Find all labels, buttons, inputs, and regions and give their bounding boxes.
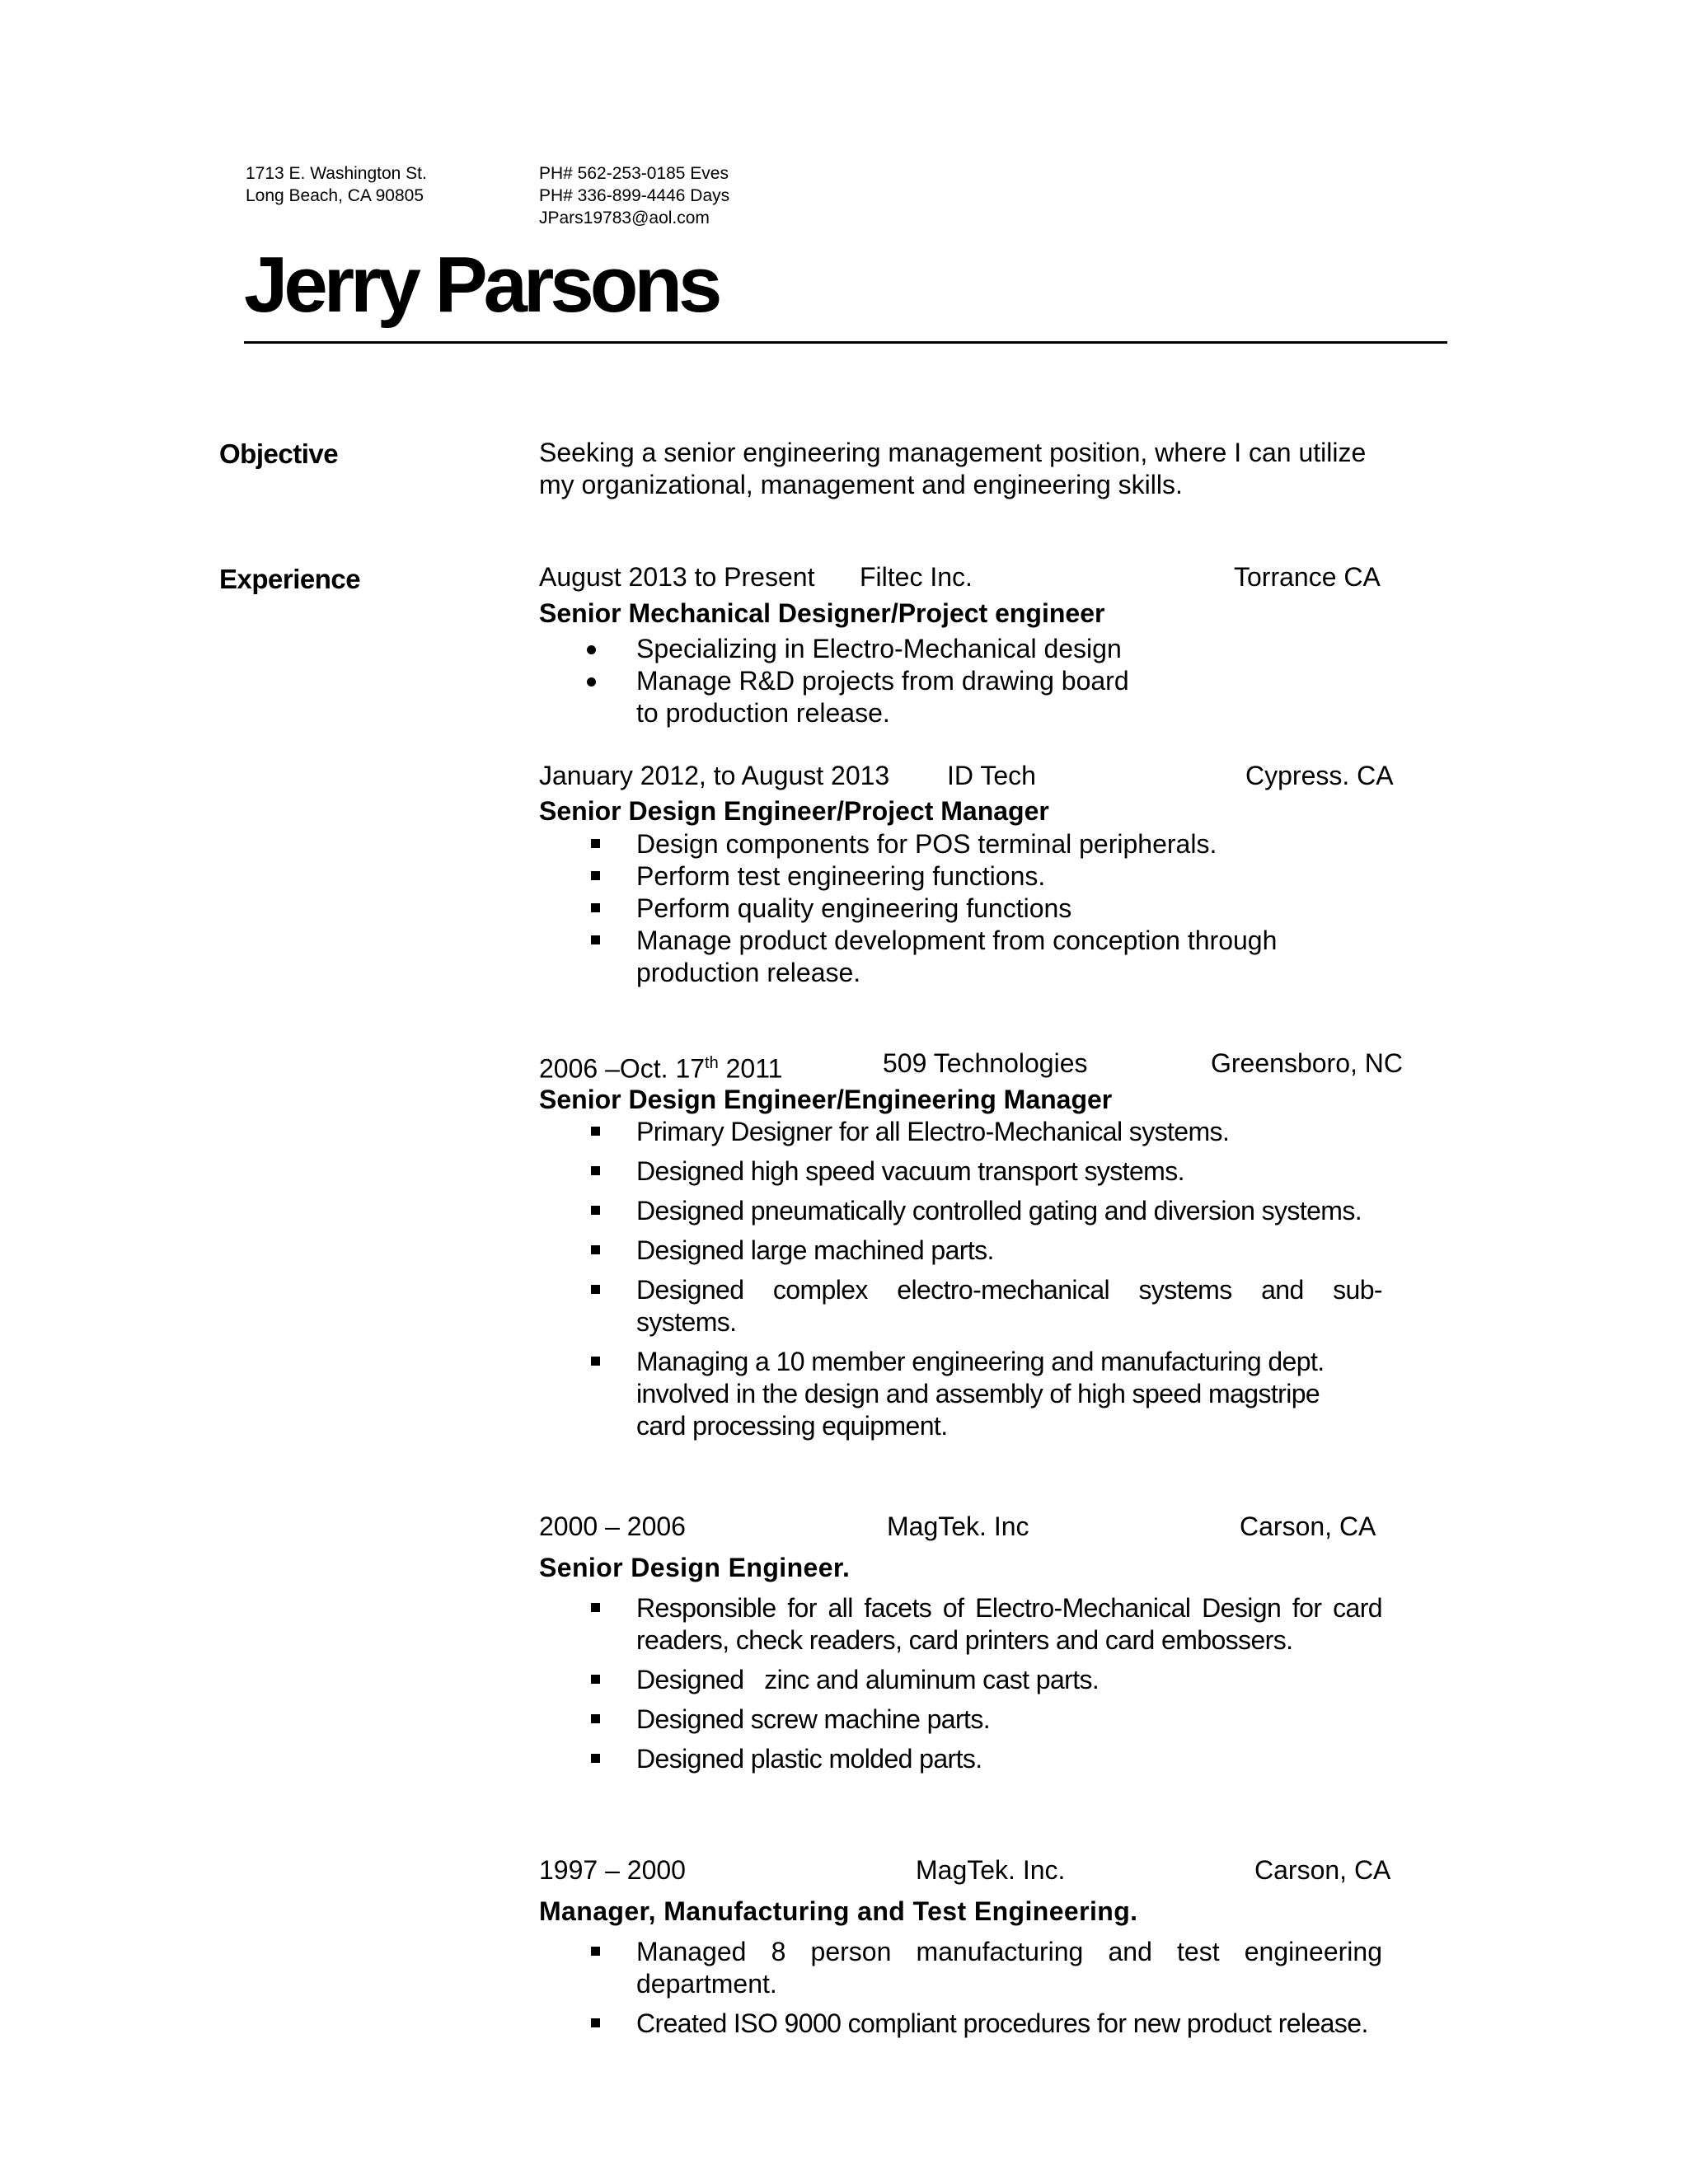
bullet-icon bbox=[591, 1245, 600, 1254]
job-3-title: Senior Design Engineer/Engineering Manager bbox=[539, 1085, 1113, 1114]
job-2-title: Senior Design Engineer/Project Manager bbox=[539, 796, 1049, 826]
objective-line2: my organizational, management and engineering skills. bbox=[539, 470, 1183, 499]
job-1-location: Torrance CA bbox=[1234, 562, 1381, 592]
bullet-icon bbox=[591, 903, 600, 912]
job-1-dates: August 2013 to Present bbox=[539, 562, 815, 592]
bullet-icon bbox=[591, 1206, 600, 1215]
bullet-icon bbox=[591, 1714, 600, 1723]
job-3-bullet-4: Designed large machined parts. bbox=[636, 1235, 994, 1265]
job-1-bullet-2: Manage R&D projects from drawing board bbox=[636, 666, 1129, 696]
job-3-company: 509 Technologies bbox=[883, 1048, 1088, 1078]
header-divider bbox=[244, 341, 1447, 344]
bullet-icon bbox=[591, 871, 600, 880]
job-3-bullet-6: Managing a 10 member engineering and manufacturing dept. bbox=[636, 1347, 1325, 1376]
job-4-bullet-1-cont: readers, check readers, card printers and card embossers. bbox=[636, 1625, 1293, 1655]
job-3-location: Greensboro, NC bbox=[1211, 1048, 1403, 1078]
job-3-bullet-5-cont: systems. bbox=[636, 1307, 737, 1337]
job-4-dates: 2000 – 2006 bbox=[539, 1511, 686, 1541]
address-line2: Long Beach, CA 90805 bbox=[246, 186, 424, 205]
job-3-bullet-3: Designed pneumatically controlled gating and diversion systems. bbox=[636, 1196, 1362, 1226]
bullet-icon bbox=[591, 1603, 600, 1612]
phone-email-block bbox=[539, 162, 729, 229]
bullet-icon bbox=[591, 1357, 600, 1366]
bullet-icon bbox=[591, 1285, 600, 1294]
job-5-bullet-1: Managed 8 person manufacturing and test engineering bbox=[636, 1937, 1382, 1966]
job-5-company: MagTek. Inc. bbox=[916, 1855, 1066, 1885]
objective-line1: Seeking a senior engineering management position, where I can utilize bbox=[539, 438, 1367, 467]
job-1-title: Senior Mechanical Designer/Project engineer bbox=[539, 598, 1105, 628]
job-2-bullet-4: Manage product development from conception through bbox=[636, 926, 1278, 955]
job-2-bullet-3: Perform quality engineering functions bbox=[636, 893, 1072, 923]
job-5-dates: 1997 – 2000 bbox=[539, 1855, 686, 1885]
address-line1: 1713 E. Washington St. bbox=[246, 164, 427, 183]
phone-days: PH# 336-899-4446 Days bbox=[539, 186, 730, 205]
bullet-icon bbox=[587, 645, 596, 654]
job-2-bullet-1: Design components for POS terminal peripherals. bbox=[636, 829, 1217, 859]
job-4-bullet-3: Designed screw machine parts. bbox=[636, 1704, 991, 1734]
job-1-bullet-2-cont: to production release. bbox=[636, 698, 890, 728]
job-1-company: Filtec Inc. bbox=[860, 562, 973, 592]
job-5-bullet-1-cont: department. bbox=[636, 1969, 777, 1999]
job-2-dates: January 2012, to August 2013 bbox=[539, 761, 890, 790]
objective-heading: Objective bbox=[219, 438, 339, 469]
bullet-icon bbox=[591, 1166, 600, 1175]
job-4-title: Senior Design Engineer. bbox=[539, 1553, 851, 1582]
bullet-icon bbox=[591, 1947, 600, 1956]
bullet-icon bbox=[591, 1127, 600, 1136]
job-3-bullet-6-cont1: involved in the design and assembly of high speed magstripe bbox=[636, 1379, 1320, 1408]
job-4-bullet-2: Designed zinc and aluminum cast parts. bbox=[636, 1665, 1100, 1694]
candidate-name: Jerry Parsons bbox=[244, 241, 719, 329]
job-3-bullet-5: Designed complex electro-mechanical systems and sub- bbox=[636, 1275, 1382, 1305]
bullet-icon bbox=[591, 2018, 600, 2027]
job-1-bullet-1: Specializing in Electro-Mechanical design bbox=[636, 634, 1122, 663]
job-3-dates: 2006 –Oct. 17th 2011 bbox=[539, 1053, 783, 1084]
job-2-bullet-2: Perform test engineering functions. bbox=[636, 861, 1046, 891]
job-4-bullet-1: Responsible for all facets of Electro-Mechanical Design for card bbox=[636, 1593, 1382, 1623]
job-3-bullet-2: Designed high speed vacuum transport systems. bbox=[636, 1156, 1184, 1186]
experience-heading: Experience bbox=[219, 564, 361, 594]
job-5-location: Carson, CA bbox=[1254, 1855, 1391, 1885]
job-2-bullet-4-cont: production release. bbox=[636, 958, 861, 987]
job-3-bullet-1: Primary Designer for all Electro-Mechanical systems. bbox=[636, 1117, 1230, 1146]
email-address: JPars19783@aol.com bbox=[539, 209, 710, 227]
job-4-bullet-4: Designed plastic molded parts. bbox=[636, 1744, 982, 1774]
bullet-icon bbox=[591, 935, 600, 944]
bullet-icon bbox=[591, 1675, 600, 1684]
bullet-icon bbox=[591, 839, 600, 848]
job-4-company: MagTek. Inc bbox=[887, 1511, 1029, 1541]
job-2-company: ID Tech bbox=[947, 761, 1036, 790]
job-5-bullet-2: Created ISO 9000 compliant procedures for new product release. bbox=[636, 2008, 1368, 2038]
phone-eves: PH# 562-253-0185 Eves bbox=[539, 164, 729, 183]
address-block bbox=[246, 162, 427, 207]
bullet-icon bbox=[587, 677, 596, 687]
job-3-bullet-6-cont2: card processing equipment. bbox=[636, 1411, 948, 1441]
job-4-location: Carson, CA bbox=[1240, 1511, 1376, 1541]
bullet-icon bbox=[591, 1754, 600, 1763]
job-2-location: Cypress. CA bbox=[1245, 761, 1394, 790]
job-5-title: Manager, Manufacturing and Test Engineering. bbox=[539, 1896, 1138, 1926]
